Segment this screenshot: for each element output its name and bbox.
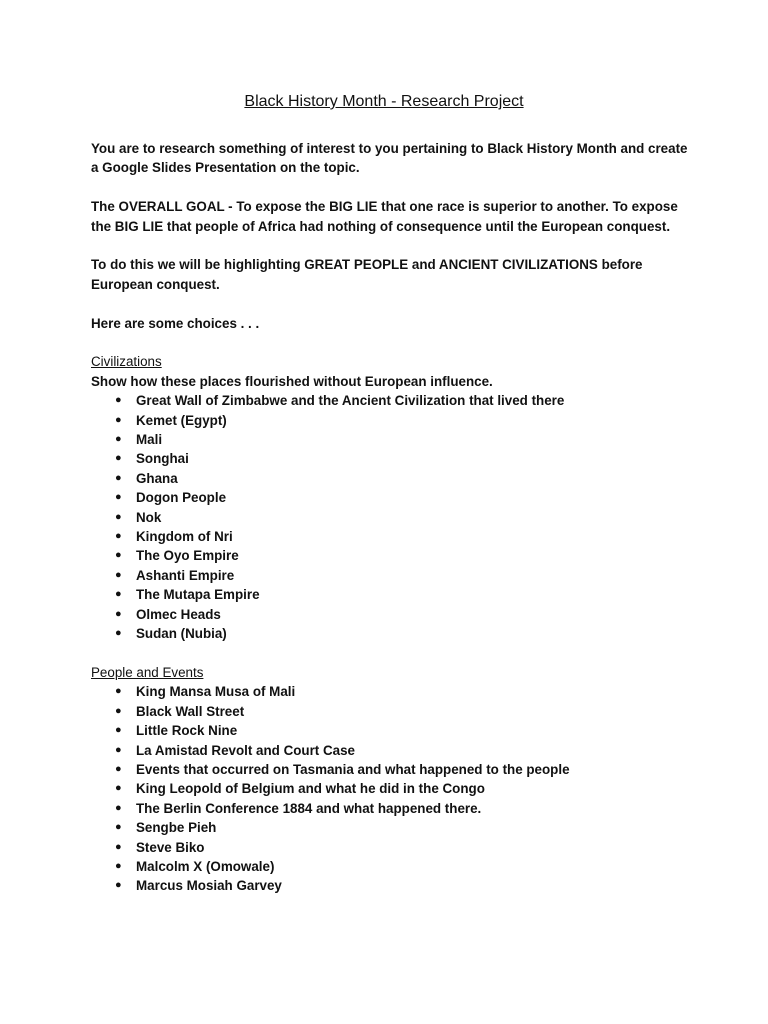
list-item: ● Mali	[91, 430, 691, 449]
list-item: ● Sengbe Pieh	[91, 818, 691, 837]
bullet-icon: ●	[115, 607, 122, 620]
bullet-icon: ●	[115, 452, 122, 465]
spacer	[91, 644, 691, 663]
bullet-icon: ●	[115, 530, 122, 543]
bullet-icon: ●	[115, 413, 122, 426]
list-item: ● Events that occurred on Tasmania and what happened to the people	[91, 760, 691, 779]
list-item: ● Malcolm X (Omowale)	[91, 857, 691, 876]
list-item: ● La Amistad Revolt and Court Case	[91, 741, 691, 760]
list-item: ● Black Wall Street	[91, 702, 691, 721]
list-item: ● King Leopold of Belgium and what he did in the Congo	[91, 779, 691, 798]
bullet-icon: ●	[115, 743, 122, 756]
list-item: ● Kingdom of Nri	[91, 527, 691, 546]
people-events-heading: People and Events	[91, 664, 204, 680]
list-item: ● King Mansa Musa of Mali	[91, 682, 691, 701]
list-item: ● Sudan (Nubia)	[91, 624, 691, 643]
list-item: ● Steve Biko	[91, 838, 691, 857]
list-item: ● Nok	[91, 508, 691, 527]
list-item: ● The Mutapa Empire	[91, 585, 691, 604]
list-item: ● Marcus Mosiah Garvey	[91, 876, 691, 895]
bullet-icon: ●	[115, 491, 122, 504]
bullet-icon: ●	[115, 433, 122, 446]
spacer	[91, 294, 691, 313]
bullet-icon: ●	[115, 859, 122, 872]
list-item: ● Ghana	[91, 469, 691, 488]
list-item: ● Great Wall of Zimbabwe and the Ancient Civilization that lived there	[91, 391, 691, 410]
bullet-icon: ●	[115, 471, 122, 484]
bullet-icon: ●	[115, 840, 122, 853]
spacer	[91, 178, 691, 197]
document-body	[91, 139, 691, 896]
bullet-icon: ●	[115, 801, 122, 814]
bullet-icon: ●	[115, 394, 122, 407]
list-item: ● Songhai	[91, 449, 691, 468]
approach-paragraph: To do this we will be highlighting GREAT PEOPLE and ANCIENT CIVILIZATIONS before European conquest.	[91, 257, 643, 292]
civilizations-heading: Civilizations	[91, 354, 162, 370]
bullet-icon: ●	[115, 568, 122, 581]
list-item: ● Olmec Heads	[91, 605, 691, 624]
bullet-icon: ●	[115, 588, 122, 601]
list-item: ● The Berlin Conference 1884 and what happened there.	[91, 799, 691, 818]
civilizations-subtext: Show how these places flourished without European influence.	[91, 373, 493, 389]
bullet-icon: ●	[115, 821, 122, 834]
bullet-icon: ●	[115, 549, 122, 562]
civilizations-list	[91, 391, 691, 643]
spacer	[91, 236, 691, 255]
bullet-icon: ●	[115, 762, 122, 775]
bullet-icon: ●	[115, 510, 122, 523]
intro-paragraph: You are to research something of interest to you pertaining to Black History Month and create a Google Slides Presentation on the topic.	[91, 141, 688, 176]
bullet-icon: ●	[115, 627, 122, 640]
list-item: ● Little Rock Nine	[91, 721, 691, 740]
choices-intro: Here are some choices . . .	[91, 315, 260, 331]
goal-paragraph: The OVERALL GOAL - To expose the BIG LIE that one race is superior to another. To expose the BIG LIE that people of Africa had nothing of consequence until the European conquest.	[91, 199, 678, 234]
bullet-icon: ●	[115, 782, 122, 795]
spacer	[91, 333, 691, 352]
list-item: ● The Oyo Empire	[91, 546, 691, 565]
bullet-icon: ●	[115, 724, 122, 737]
bullet-icon: ●	[115, 685, 122, 698]
list-item: ● Ashanti Empire	[91, 566, 691, 585]
document-title: Black History Month - Research Project	[244, 93, 524, 110]
people-events-list	[91, 682, 691, 895]
bullet-icon: ●	[115, 704, 122, 717]
bullet-icon: ●	[115, 879, 122, 892]
list-item: ● Dogon People	[91, 488, 691, 507]
list-item: ● Kemet (Egypt)	[91, 411, 691, 430]
